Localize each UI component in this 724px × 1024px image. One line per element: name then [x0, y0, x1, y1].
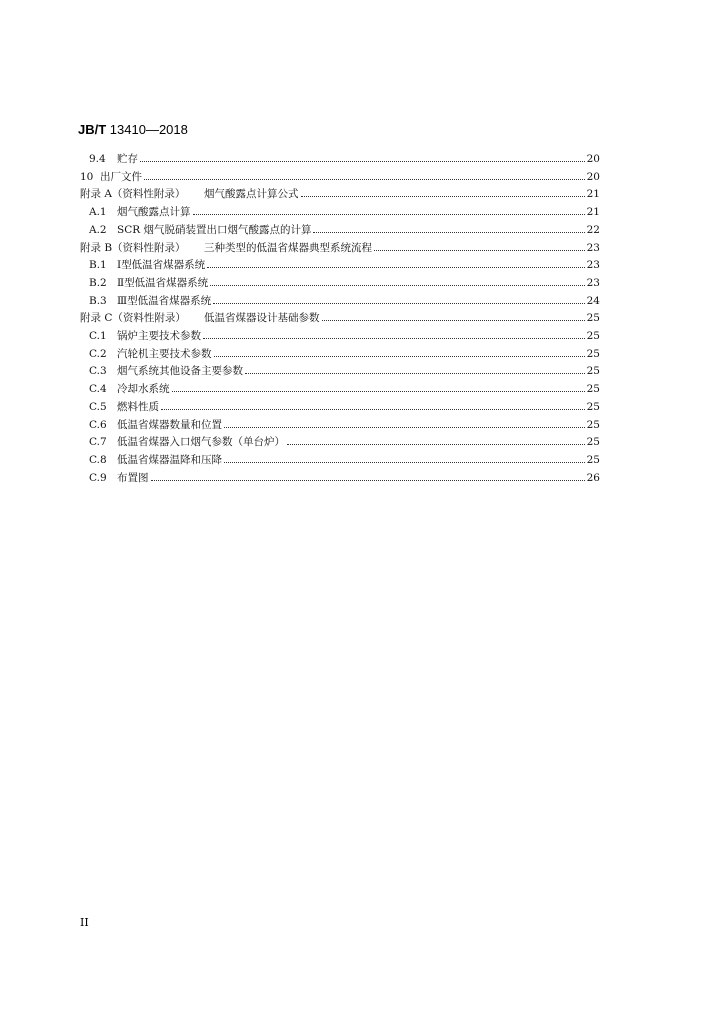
toc-entry-title: 燃料性质: [117, 400, 159, 413]
toc-entry-title: Ⅰ型低温省煤器系统: [117, 259, 206, 272]
toc-entry-title: 烟气系统其他设备主要参数: [117, 365, 243, 378]
toc-entry-number: 附录 A（资料性附录）: [80, 188, 186, 201]
toc-entry-page: 24: [586, 294, 600, 307]
toc-entry[interactable]: [80, 241, 600, 255]
toc-entry-page: 25: [586, 312, 600, 325]
toc-entry-number: C.9: [89, 471, 107, 484]
toc-entry[interactable]: [89, 364, 600, 378]
toc-entry[interactable]: [89, 258, 600, 272]
toc-entry-title: Ⅱ型低温省煤器系统: [117, 276, 209, 289]
toc-entry-page: 25: [586, 453, 600, 466]
toc-entry-number: C.1: [89, 330, 107, 342]
toc-entry[interactable]: [89, 276, 600, 290]
toc-entry-number: C.3: [89, 365, 107, 378]
toc-entry-page: 25: [586, 418, 600, 431]
toc-entry-number: B.1: [89, 259, 107, 272]
toc-entry[interactable]: [89, 223, 600, 237]
toc-entry-number: 9.4: [89, 153, 106, 165]
toc-entry[interactable]: [89, 453, 600, 467]
toc-entry-title: 锅炉主要技术参数: [117, 330, 201, 342]
toc-entry[interactable]: [89, 382, 600, 396]
toc-leader-dots: [245, 364, 585, 374]
toc-entry-page: 25: [586, 365, 600, 378]
toc-leader-dots: [151, 471, 585, 481]
toc-entry-title: 烟气酸露点计算: [117, 206, 191, 219]
toc-entry-number: B.3: [89, 294, 107, 307]
toc-entry-number: C.8: [89, 453, 107, 466]
standard-code: JB/T: [78, 122, 107, 137]
toc-entry[interactable]: [89, 152, 600, 166]
toc-leader-dots: [140, 152, 585, 162]
toc-leader-dots: [144, 170, 585, 180]
toc-entry[interactable]: [89, 418, 600, 432]
toc-entry-title: Ⅲ型低温省煤器系统: [117, 294, 212, 307]
toc-entry-page: 20: [586, 170, 600, 183]
toc-entry-page: 21: [586, 206, 600, 219]
toc-leader-dots: [287, 435, 585, 445]
toc-entry[interactable]: [80, 187, 600, 201]
toc-entry-page: 20: [586, 153, 600, 165]
toc-entry[interactable]: [89, 400, 600, 414]
toc-entry[interactable]: [89, 347, 600, 361]
page-number-footer: II: [80, 916, 89, 929]
toc-entry-number: 附录 B（资料性附录）: [80, 241, 186, 254]
toc-leader-dots: [213, 294, 584, 304]
toc-entry-page: 25: [586, 400, 600, 413]
toc-entry-page: 22: [586, 223, 600, 236]
toc-entry-title: 低温省煤器设计基础参数: [204, 312, 320, 325]
toc-entry-page: 23: [586, 276, 600, 289]
toc-leader-dots: [172, 382, 585, 392]
toc-entry-page: 25: [586, 436, 600, 449]
toc-entry-number: C.2: [89, 347, 107, 360]
toc-entry-number: C.7: [89, 436, 107, 449]
toc-leader-dots: [224, 453, 585, 463]
toc-entry-page: 25: [586, 347, 600, 360]
toc-leader-dots: [210, 276, 584, 286]
toc-entry[interactable]: [89, 294, 600, 308]
toc-entry-page: 26: [586, 471, 600, 484]
toc-entry-number: 附录 C（资料性附录）: [80, 312, 186, 325]
toc-entry-page: 23: [586, 241, 600, 254]
toc-entry-page: 25: [586, 383, 600, 396]
toc-leader-dots: [224, 418, 585, 428]
toc-leader-dots: [203, 329, 585, 339]
toc-entry[interactable]: [89, 205, 600, 219]
toc-entry-number: C.5: [89, 400, 107, 413]
toc-entry-number: C.4: [89, 383, 107, 396]
toc-entry-number: A.2: [89, 223, 107, 236]
toc-entry-title: 冷却水系统: [117, 383, 170, 396]
toc-entry-title: 烟气酸露点计算公式: [204, 188, 299, 201]
toc-entry-title: 布置图: [117, 471, 149, 484]
toc-entry[interactable]: [89, 435, 600, 449]
toc-entry-number: B.2: [89, 276, 107, 289]
toc-leader-dots: [161, 400, 585, 410]
toc-entry-number: 10: [80, 170, 94, 183]
toc-entry-title: 贮存: [117, 153, 138, 165]
toc-leader-dots: [214, 347, 585, 357]
toc-entry-title: 低温省煤器入口烟气参数（单台炉）: [117, 436, 285, 449]
toc-entry-title: 低温省煤器数量和位置: [117, 418, 222, 431]
toc-entry-title: 汽轮机主要技术参数: [117, 347, 212, 360]
toc-entry[interactable]: [80, 170, 600, 184]
toc-entry-title: 低温省煤器温降和压降: [117, 453, 222, 466]
toc-entry-title: 三种类型的低温省煤器典型系统流程: [204, 241, 372, 254]
toc-entry-number: C.6: [89, 418, 107, 431]
toc-entry-page: 23: [586, 259, 600, 272]
toc-leader-dots: [322, 311, 585, 321]
toc-entry-number: A.1: [89, 206, 107, 219]
toc-entry[interactable]: [89, 471, 600, 485]
toc-entry-page: 21: [586, 188, 600, 201]
document-header: [78, 122, 188, 137]
toc-entry-page: 25: [586, 330, 600, 342]
toc-leader-dots: [193, 205, 585, 215]
toc-leader-dots: [207, 258, 584, 268]
toc-leader-dots: [301, 187, 585, 197]
toc-leader-dots: [374, 241, 585, 251]
toc-entry-title: SCR 烟气脱硝装置出口烟气酸露点的计算: [117, 223, 312, 236]
toc-entry[interactable]: [89, 329, 600, 343]
standard-number: 13410—2018: [109, 122, 188, 137]
toc-entry[interactable]: [80, 311, 600, 325]
toc-leader-dots: [313, 223, 584, 233]
toc-entry-title: 出厂文件: [100, 170, 142, 183]
